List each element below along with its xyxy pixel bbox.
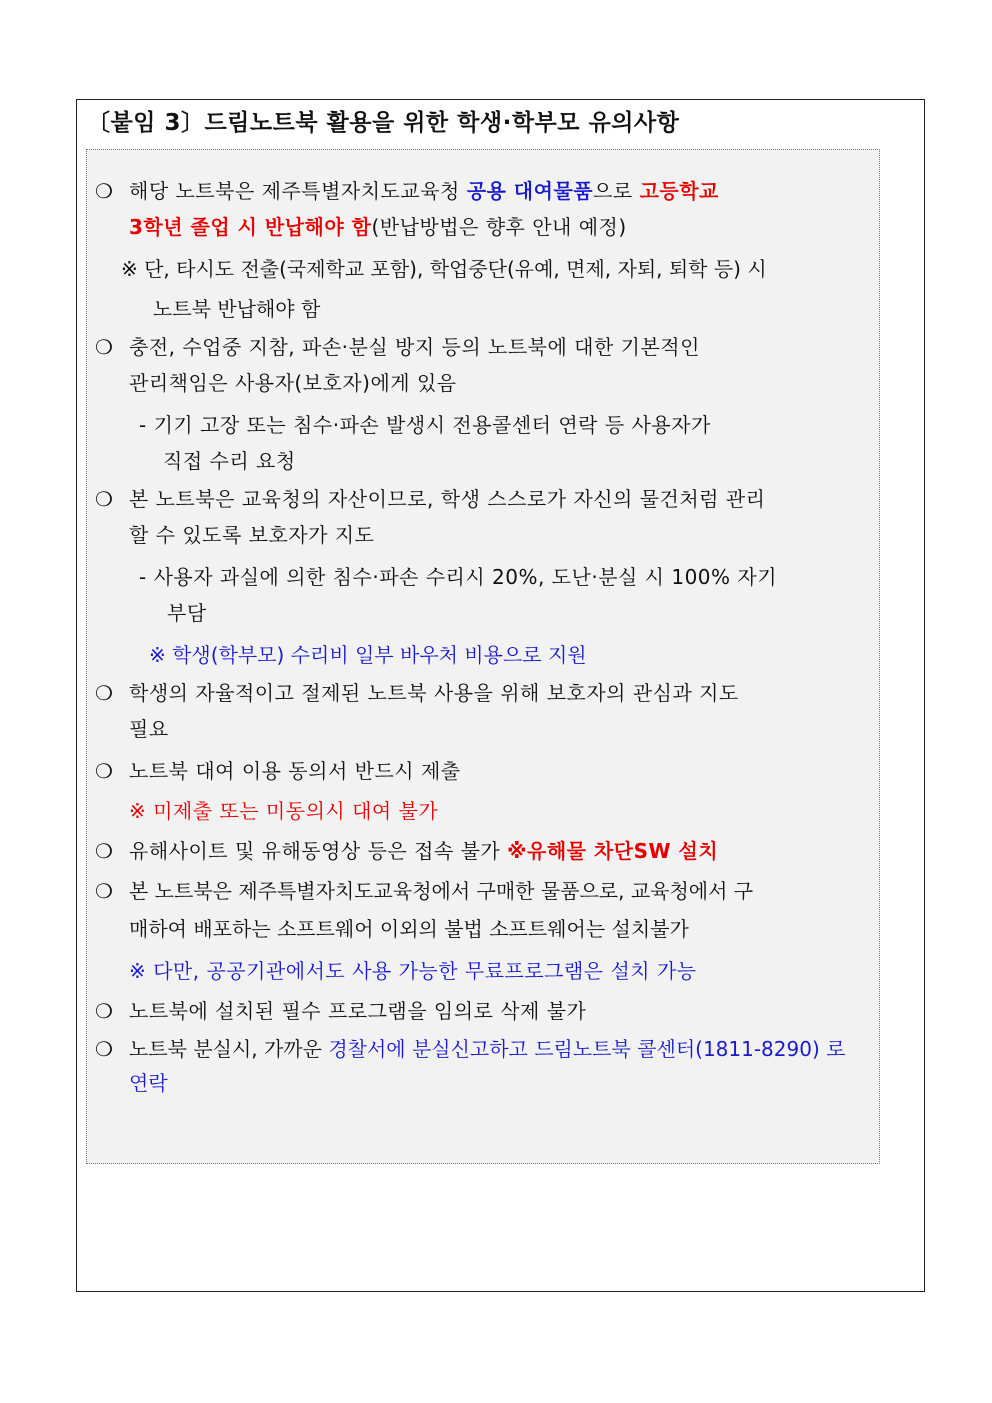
item-9-line-1: 노트북 분실시, 가까운 경찰서에 분실신고하고 드림노트북 콜센터(1811-8290) 로	[129, 1037, 846, 1061]
item-7-line-1: 본 노트북은 제주특별자치도교육청에서 구매한 물품으로, 교육청에서 구	[129, 879, 754, 903]
item-5-note: ※ 미제출 또는 미동의시 대여 불가	[129, 799, 439, 823]
item-1-note-line-2: 노트북 반납해야 함	[153, 297, 321, 321]
item-4-line-1: 학생의 자율적이고 절제된 노트북 사용을 위해 보호자의 관심과 지도	[129, 681, 739, 705]
item-4-line-2: 필요	[129, 717, 169, 741]
highlight-high-school: 고등학교	[639, 179, 719, 203]
highlight-filter-software: ※유해물 차단SW 설치	[507, 839, 719, 863]
item-3-line-1: 본 노트북은 교육청의 자산이므로, 학생 스스로가 자신의 물건처럼 관리	[129, 487, 766, 511]
item-1-line-2: 3학년 졸업 시 반납해야 함(반납방법은 향후 안내 예정)	[129, 215, 627, 239]
item-1-line-1: 해당 노트북은 제주특별자치도교육청 공용 대여물품으로 고등학교	[129, 179, 719, 203]
item-3-sub-line-1: - 사용자 과실에 의한 침수·파손 수리시 20%, 도난·분실 시 100% 자기	[139, 565, 778, 589]
bullet-icon: ❍	[95, 681, 113, 705]
item-9-line-2: 연락	[129, 1071, 168, 1095]
highlight-shared-rental: 공용 대여물품	[466, 179, 594, 203]
notice-panel	[86, 149, 880, 1164]
bullet-icon: ❍	[95, 759, 113, 783]
bullet-icon: ❍	[95, 335, 113, 359]
item-1-note-line-1: ※ 단, 타시도 전출(국제학교 포함), 학업중단(유예, 면제, 자퇴, 퇴학 등) 시	[121, 257, 767, 281]
bullet-icon: ❍	[95, 839, 113, 863]
item-3-sub-line-2: 부담	[167, 601, 207, 625]
bullet-icon: ❍	[95, 487, 113, 511]
bullet-icon: ❍	[95, 999, 113, 1023]
item-7-line-2: 매하여 배포하는 소프트웨어 이외의 불법 소프트웨어는 설치불가	[129, 917, 689, 941]
item-2-sub-line-1: - 기기 고장 또는 침수·파손 발생시 전용콜센터 연락 등 사용자가	[139, 413, 711, 437]
item-3-line-2: 할 수 있도록 보호자가 지도	[129, 523, 375, 547]
item-3-voucher-note: ※ 학생(학부모) 수리비 일부 바우처 비용으로 지원	[149, 643, 587, 667]
highlight-return-required: 3학년 졸업 시 반납해야 함	[129, 215, 372, 239]
item-2-line-1: 충전, 수업중 지참, 파손·분실 방지 등의 노트북에 대한 기본적인	[129, 335, 700, 359]
bullet-icon: ❍	[95, 1037, 113, 1061]
item-6-line-1: 유해사이트 및 유해동영상 등은 접속 불가 ※유해물 차단SW 설치	[129, 839, 719, 863]
notice-frame	[76, 99, 925, 1292]
item-8-line-1: 노트북에 설치된 필수 프로그램을 임의로 삭제 불가	[129, 999, 587, 1023]
item-5-line-1: 노트북 대여 이용 동의서 반드시 제출	[129, 759, 461, 783]
bullet-icon: ❍	[95, 879, 113, 903]
page-title: 〔붙임 3〕드림노트북 활용을 위한 학생·학부모 유의사항	[87, 110, 680, 136]
item-2-sub-line-2: 직접 수리 요청	[163, 449, 296, 473]
highlight-call-center: 경찰서에 분실신고하고 드림노트북 콜센터(1811-8290) 로	[328, 1037, 846, 1061]
bullet-icon: ❍	[95, 179, 113, 203]
item-2-line-2: 관리책임은 사용자(보호자)에게 있음	[129, 371, 457, 395]
item-7-note: ※ 다만, 공공기관에서도 사용 가능한 무료프로그램은 설치 가능	[129, 959, 697, 983]
